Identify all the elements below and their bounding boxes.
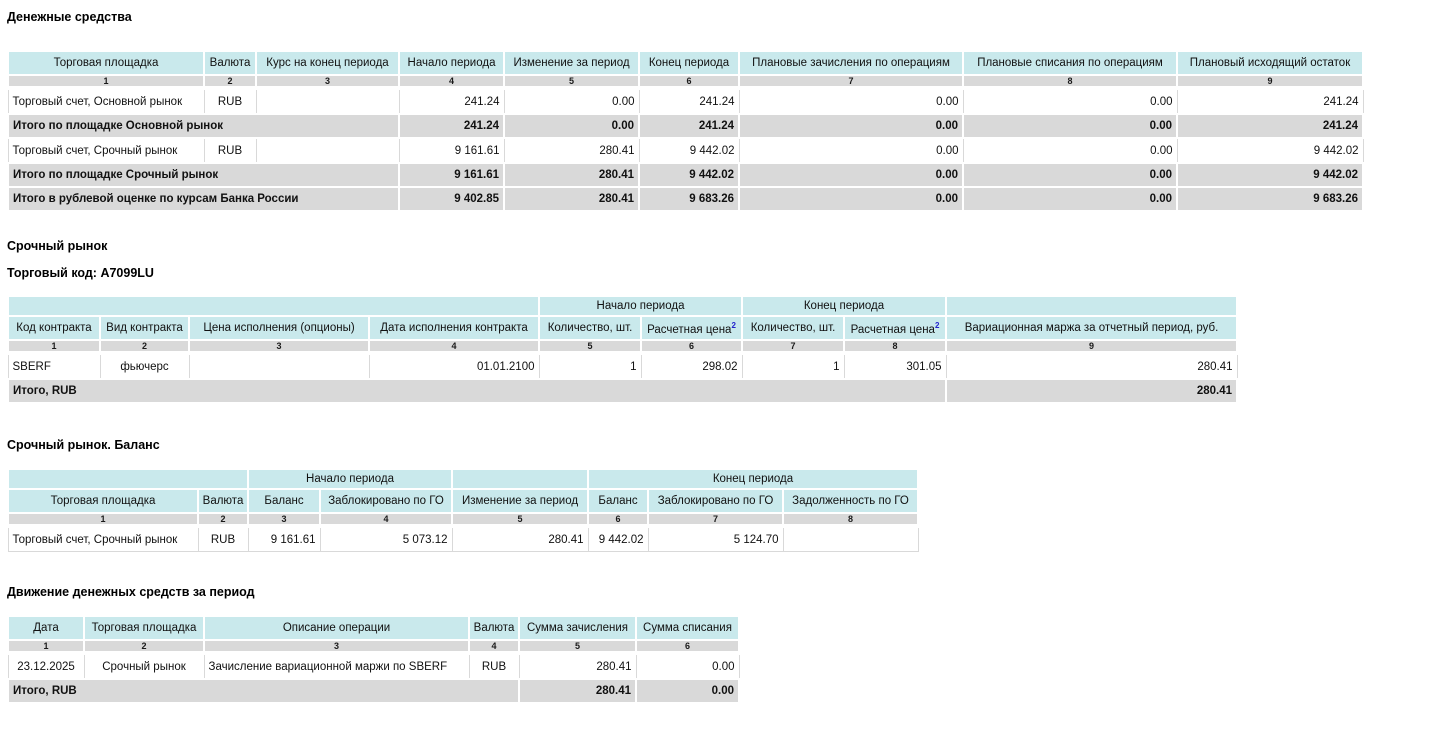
column-header: Валюта bbox=[469, 616, 519, 640]
table-cell: 9 442.02 bbox=[639, 163, 739, 187]
column-header: Торговая площадка bbox=[8, 51, 204, 75]
table-cell: Торговый счет, Основной рынок bbox=[8, 88, 204, 114]
total-row bbox=[8, 379, 1237, 403]
column-header: Сумма зачисления bbox=[519, 616, 636, 640]
column-header: Плановые зачисления по операциям bbox=[739, 51, 963, 75]
section-cash-flow bbox=[7, 585, 1432, 704]
column-number-cell: 2 bbox=[100, 340, 189, 353]
broker-report-page bbox=[7, 10, 1432, 704]
table-cell: 241.24 bbox=[639, 114, 739, 138]
table-cell: 1 bbox=[742, 353, 844, 379]
section-title-futures: Срочный рынок bbox=[7, 239, 108, 253]
section-title-futures-balance: Срочный рынок. Баланс bbox=[7, 438, 160, 452]
column-header: Начало периода bbox=[399, 51, 504, 75]
table-cell bbox=[189, 353, 369, 379]
table-cell: Торговый счет, Срочный рынок bbox=[8, 138, 204, 163]
table-cell: 280.41 bbox=[519, 653, 636, 679]
table-cell: 0.00 bbox=[739, 138, 963, 163]
column-number-cell: 1 bbox=[8, 340, 100, 353]
column-header: Плановый исходящий остаток bbox=[1177, 51, 1363, 75]
total-row bbox=[8, 679, 739, 703]
table-cell: 280.41 bbox=[504, 187, 639, 211]
header-row bbox=[8, 316, 1237, 340]
table-cell: 241.24 bbox=[639, 88, 739, 114]
table-cell: 9 402.85 bbox=[399, 187, 504, 211]
column-header: Расчетная цена$^2$ bbox=[641, 316, 742, 340]
column-header: Цена исполнения (опционы) bbox=[189, 316, 369, 340]
column-header: Количество, шт. bbox=[742, 316, 844, 340]
column-number-cell: 6 bbox=[636, 640, 739, 653]
column-number-cell: 9 bbox=[946, 340, 1237, 353]
table-cell: 1 bbox=[539, 353, 641, 379]
footnote-superscript: 2 bbox=[731, 320, 736, 330]
group-header-cell: Конец периода bbox=[588, 469, 918, 489]
column-header: Дата bbox=[8, 616, 84, 640]
table-cell: 0.00 bbox=[963, 187, 1177, 211]
column-number-cell: 3 bbox=[256, 75, 399, 88]
group-header-empty-cell bbox=[452, 469, 588, 489]
table-cell: Зачисление вариационной маржи по SBERF bbox=[204, 653, 469, 679]
table-cell: 280.41 bbox=[519, 679, 636, 703]
table-cell: 01.01.2100 bbox=[369, 353, 539, 379]
table-cell: 0.00 bbox=[739, 114, 963, 138]
table-cell: 0.00 bbox=[963, 163, 1177, 187]
table-cell: 9 161.61 bbox=[399, 138, 504, 163]
table-cell: RUB bbox=[198, 526, 248, 552]
column-header: Валюта bbox=[204, 51, 256, 75]
column-header: Вид контракта bbox=[100, 316, 189, 340]
table-cell: 280.41 bbox=[452, 526, 588, 552]
section-futures-balance bbox=[7, 438, 1432, 552]
total-label-cell: Итого, RUB bbox=[8, 379, 946, 403]
header-row bbox=[8, 51, 1363, 75]
column-header: Вариационная маржа за отчетный период, руб. bbox=[946, 316, 1237, 340]
column-number-row bbox=[8, 75, 1363, 88]
column-number-cell: 5 bbox=[539, 340, 641, 353]
group-header-empty-cell bbox=[8, 469, 248, 489]
column-header: Код контракта bbox=[8, 316, 100, 340]
table-cell: 9 442.02 bbox=[1177, 138, 1363, 163]
cash-flow-table-container bbox=[7, 615, 1432, 704]
table-cell: фьючерс bbox=[100, 353, 189, 379]
table-cell: 9 442.02 bbox=[1177, 163, 1363, 187]
column-header: Заблокировано по ГО bbox=[320, 489, 452, 513]
table-cell: 0.00 bbox=[739, 187, 963, 211]
section-cash bbox=[7, 10, 1432, 212]
table-cell: 0.00 bbox=[963, 114, 1177, 138]
total-label-cell: Итого по площадке Основной рынок bbox=[8, 114, 399, 138]
column-number-cell: 3 bbox=[189, 340, 369, 353]
table-cell: RUB bbox=[204, 88, 256, 114]
header-row bbox=[8, 489, 918, 513]
table-cell: 0.00 bbox=[739, 163, 963, 187]
column-number-cell: 1 bbox=[8, 75, 204, 88]
table-cell: 9 442.02 bbox=[639, 138, 739, 163]
total-label-cell: Итого в рублевой оценке по курсам Банка России bbox=[8, 187, 399, 211]
table-row bbox=[8, 138, 1363, 163]
table-cell: 9 683.26 bbox=[1177, 187, 1363, 211]
table-cell: 0.00 bbox=[636, 679, 739, 703]
table-cell bbox=[256, 88, 399, 114]
column-number-row bbox=[8, 340, 1237, 353]
futures-table bbox=[7, 295, 1238, 404]
section-futures bbox=[7, 239, 1432, 404]
column-header: Изменение за период bbox=[504, 51, 639, 75]
column-number-cell: 7 bbox=[739, 75, 963, 88]
table-cell: 0.00 bbox=[636, 653, 739, 679]
column-number-row bbox=[8, 640, 739, 653]
column-number-cell: 8 bbox=[844, 340, 946, 353]
group-header-row bbox=[8, 469, 918, 489]
group-header-row bbox=[8, 296, 1237, 316]
table-cell: 241.24 bbox=[1177, 88, 1363, 114]
table-cell: RUB bbox=[469, 653, 519, 679]
table-cell: 280.41 bbox=[504, 138, 639, 163]
table-row bbox=[8, 88, 1363, 114]
table-cell: 0.00 bbox=[504, 88, 639, 114]
column-header: Валюта bbox=[198, 489, 248, 513]
column-number-cell: 2 bbox=[198, 513, 248, 526]
column-number-cell: 7 bbox=[742, 340, 844, 353]
table-cell: 0.00 bbox=[739, 88, 963, 114]
column-number-cell: 1 bbox=[8, 513, 198, 526]
column-header: Баланс bbox=[588, 489, 648, 513]
table-cell: 241.24 bbox=[1177, 114, 1363, 138]
column-number-cell: 5 bbox=[504, 75, 639, 88]
column-header: Курс на конец периода bbox=[256, 51, 399, 75]
column-number-cell: 8 bbox=[783, 513, 918, 526]
table-cell: RUB bbox=[204, 138, 256, 163]
column-header: Описание операции bbox=[204, 616, 469, 640]
group-header-empty-cell bbox=[946, 296, 1237, 316]
table-cell: 9 161.61 bbox=[399, 163, 504, 187]
table-cell: 5 073.12 bbox=[320, 526, 452, 552]
group-header-cell: Начало периода bbox=[248, 469, 452, 489]
group-header-cell: Конец периода bbox=[742, 296, 946, 316]
table-row bbox=[8, 526, 918, 552]
column-number-cell: 6 bbox=[641, 340, 742, 353]
section-title-cash: Денежные средства bbox=[7, 10, 132, 24]
total-label-cell: Итого, RUB bbox=[8, 679, 519, 703]
table-cell: 241.24 bbox=[399, 114, 504, 138]
futures-table-container bbox=[7, 295, 1432, 404]
table-cell: 280.41 bbox=[946, 353, 1237, 379]
column-header: Сумма списания bbox=[636, 616, 739, 640]
column-number-cell: 2 bbox=[204, 75, 256, 88]
column-number-cell: 6 bbox=[588, 513, 648, 526]
column-header: Плановые списания по операциям bbox=[963, 51, 1177, 75]
column-header: Конец периода bbox=[639, 51, 739, 75]
futures-balance-table-container bbox=[7, 468, 1432, 552]
table-cell: 241.24 bbox=[399, 88, 504, 114]
column-header: Дата исполнения контракта bbox=[369, 316, 539, 340]
table-row bbox=[8, 653, 739, 679]
table-cell: Торговый счет, Срочный рынок bbox=[8, 526, 198, 552]
total-row bbox=[8, 114, 1363, 138]
cash-flow-table bbox=[7, 615, 740, 704]
column-number-row bbox=[8, 513, 918, 526]
table-cell: 280.41 bbox=[946, 379, 1237, 403]
column-number-cell: 7 bbox=[648, 513, 783, 526]
cash-table-container bbox=[7, 50, 1432, 212]
column-header: Задолженность по ГО bbox=[783, 489, 918, 513]
table-cell: 9 683.26 bbox=[639, 187, 739, 211]
cash-table bbox=[7, 50, 1364, 212]
futures-balance-table bbox=[7, 468, 919, 552]
table-cell: 9 161.61 bbox=[248, 526, 320, 552]
header-row bbox=[8, 616, 739, 640]
column-header: Заблокировано по ГО bbox=[648, 489, 783, 513]
table-cell: 5 124.70 bbox=[648, 526, 783, 552]
column-number-cell: 6 bbox=[639, 75, 739, 88]
group-header-empty-cell bbox=[8, 296, 539, 316]
footnote-superscript: 2 bbox=[934, 320, 940, 330]
column-number-cell: 4 bbox=[369, 340, 539, 353]
column-header: Торговая площадка bbox=[84, 616, 204, 640]
total-label-cell: Итого по площадке Срочный рынок bbox=[8, 163, 399, 187]
column-header: Количество, шт. bbox=[539, 316, 641, 340]
table-cell: 23.12.2025 bbox=[8, 653, 84, 679]
column-number-cell: 9 bbox=[1177, 75, 1363, 88]
table-cell: 0.00 bbox=[504, 114, 639, 138]
column-number-cell: 3 bbox=[204, 640, 469, 653]
table-cell bbox=[256, 138, 399, 163]
column-number-cell: 1 bbox=[8, 640, 84, 653]
column-number-cell: 4 bbox=[320, 513, 452, 526]
column-header: Расчетная цена$^2$ bbox=[844, 316, 946, 340]
column-number-cell: 2 bbox=[84, 640, 204, 653]
table-row bbox=[8, 353, 1237, 379]
column-header: Торговая площадка bbox=[8, 489, 198, 513]
column-number-cell: 3 bbox=[248, 513, 320, 526]
column-number-cell: 5 bbox=[519, 640, 636, 653]
table-cell: 0.00 bbox=[963, 138, 1177, 163]
table-cell: Срочный рынок bbox=[84, 653, 204, 679]
column-number-cell: 8 bbox=[963, 75, 1177, 88]
total-row bbox=[8, 163, 1363, 187]
total-row bbox=[8, 187, 1363, 211]
table-cell: 298.02 bbox=[641, 353, 742, 379]
section-title-cash-flow: Движение денежных средств за период bbox=[7, 585, 255, 599]
table-cell: 9 442.02 bbox=[588, 526, 648, 552]
column-number-cell: 5 bbox=[452, 513, 588, 526]
column-header: Баланс bbox=[248, 489, 320, 513]
table-cell: 301.05 bbox=[844, 353, 946, 379]
column-number-cell: 4 bbox=[469, 640, 519, 653]
table-cell: 280.41 bbox=[504, 163, 639, 187]
column-header: Изменение за период bbox=[452, 489, 588, 513]
table-cell: SBERF bbox=[8, 353, 100, 379]
group-header-cell: Начало периода bbox=[539, 296, 742, 316]
column-number-cell: 4 bbox=[399, 75, 504, 88]
table-cell bbox=[783, 526, 918, 552]
table-cell: 0.00 bbox=[963, 88, 1177, 114]
trading-code-subtitle: Торговый код: A7099LU bbox=[7, 266, 154, 280]
